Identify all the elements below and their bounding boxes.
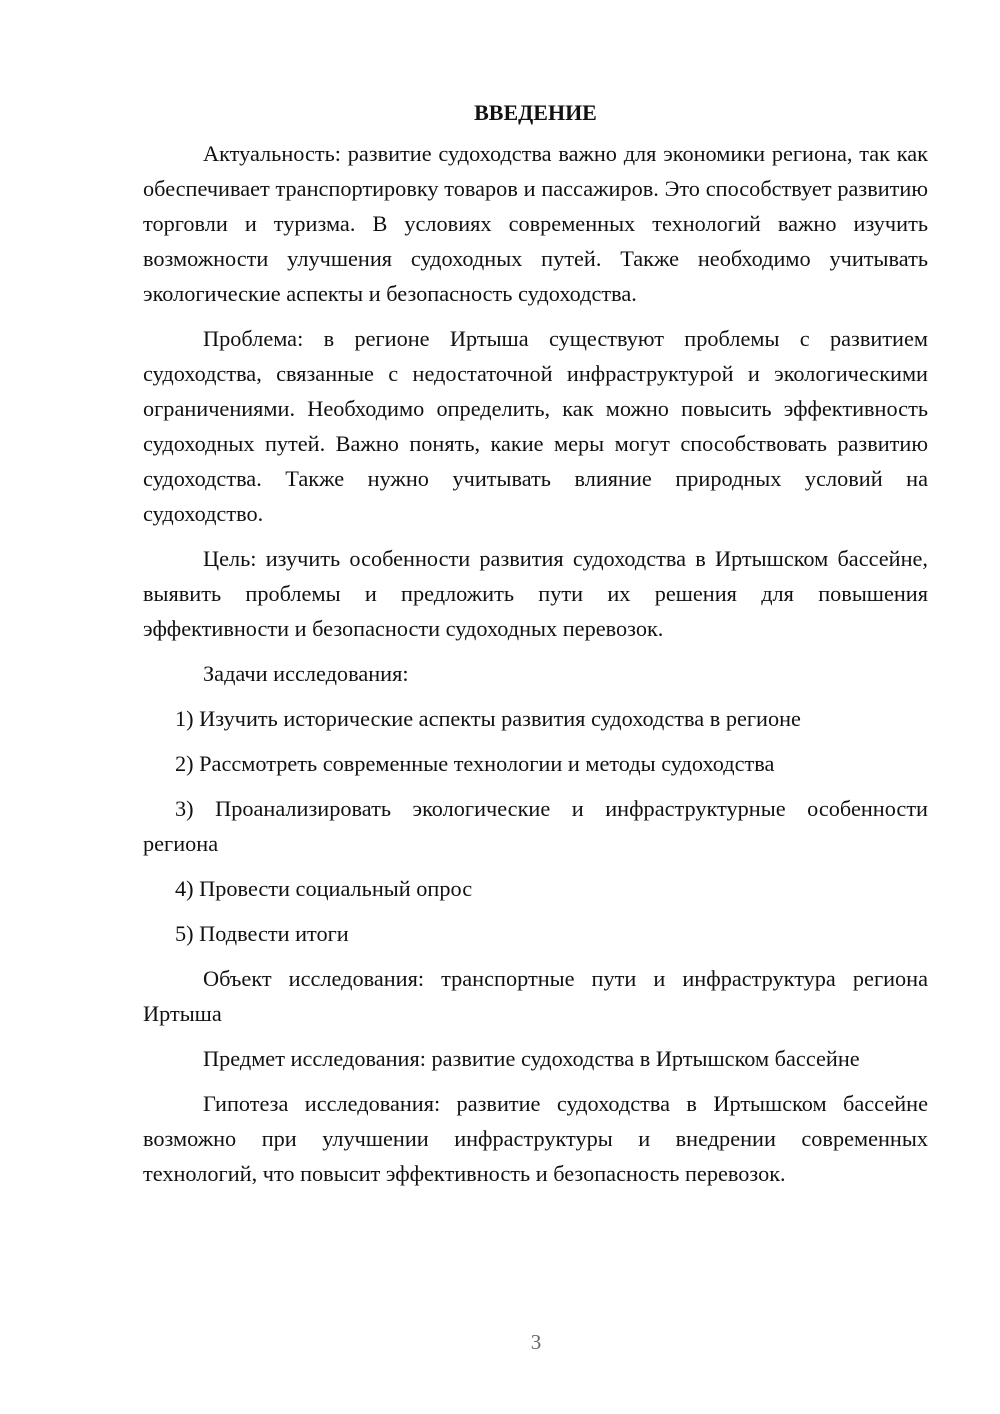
page-content bbox=[143, 95, 928, 1191]
task-item: 4) Провести социальный опрос bbox=[175, 876, 473, 901]
hypothesis-paragraph: Гипотеза исследования: развитие судоходства в Иртышском бассейне возможно при улучшении инфраструктуры и внедрении современных технологий, что повысит эффективность и безопасность перевозок. bbox=[143, 1091, 928, 1186]
task-item: 1) Изучить исторические аспекты развития судоходства в регионе bbox=[175, 706, 801, 731]
goal-paragraph: Цель: изучить особенности развития судоходства в Иртышском бассейне, выявить проблемы и предложить пути их решения для повышения эффективности и безопасности судоходных перевозок. bbox=[143, 546, 928, 641]
task-item: 5) Подвести итоги bbox=[175, 921, 349, 946]
task-item: 2) Рассмотреть современные технологии и методы судоходства bbox=[175, 751, 775, 776]
page-number: 3 bbox=[530, 1330, 542, 1354]
problem-paragraph: Проблема: в регионе Иртыша существуют проблемы с развитием судоходства, связанные с недостаточной инфраструктурой и экологическими ограничениями. Необходимо определить, как можно повысить эффективность судоходных путей. Важно понять, какие меры могут способствовать развитию судоходства. Также нужно учитывать влияние природных условий на судоходство. bbox=[143, 326, 928, 526]
relevance-paragraph: Актуальность: развитие судоходства важно для экономики региона, так как обеспечивает транспортировку товаров и пассажиров. Это способствует развитию торговли и туризма. В условиях современных технологий важно изучить возможности улучшения судоходных путей. Также необходимо учитывать экологические аспекты и безопасность судоходства. bbox=[143, 141, 928, 306]
task-item: 3) Проанализировать экологические и инфраструктурные особенности региона bbox=[143, 796, 928, 856]
section-title: ВВЕДЕНИЕ bbox=[474, 100, 597, 125]
tasks-heading: Задачи исследования: bbox=[203, 661, 409, 686]
object-paragraph: Объект исследования: транспортные пути и инфраструктура региона Иртыша bbox=[143, 966, 928, 1026]
subject-paragraph: Предмет исследования: развитие судоходства в Иртышском бассейне bbox=[203, 1046, 860, 1071]
